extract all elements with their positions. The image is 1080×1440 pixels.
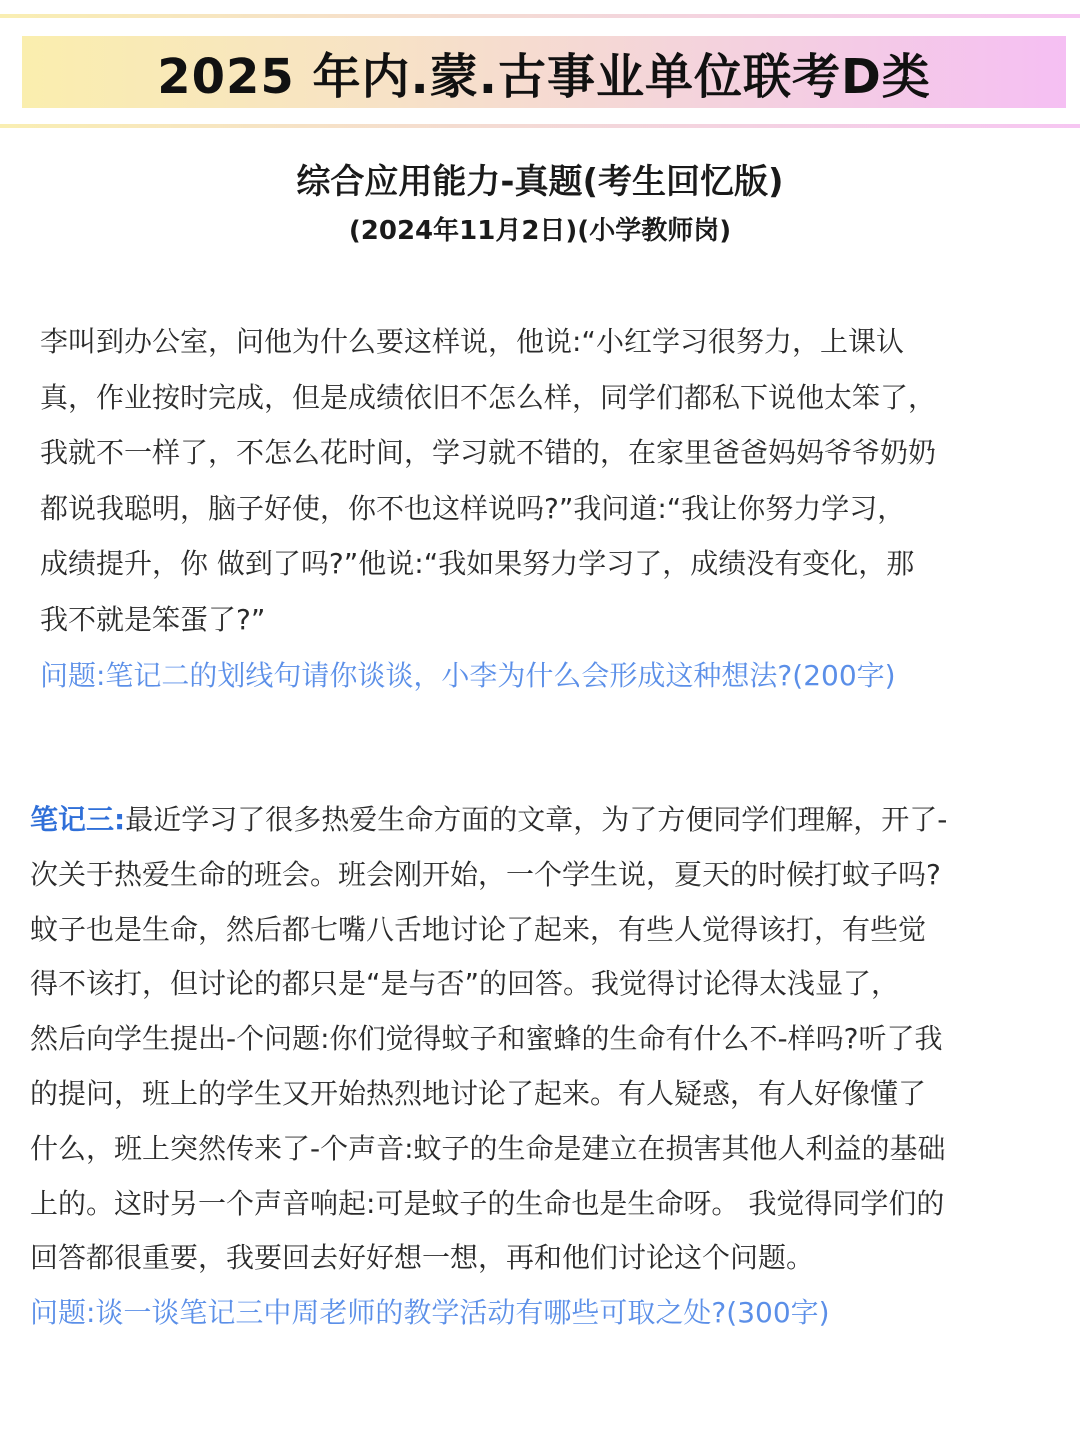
passage-line: 蚊子也是生命，然后都七嘴八舌地讨论了起来，有些人觉得该打，有些觉 bbox=[30, 912, 927, 946]
passage-line: 然后向学生提出-个问题:你们觉得蚊子和蜜蜂的生命有什么不-样吗?听了我 bbox=[30, 1022, 943, 1056]
exam-date-position: (2024年11月2日)(小学教师岗) bbox=[348, 216, 732, 246]
passage-line: 回答都很重要，我要回去好好想一想，再和他们讨论这个问题。 bbox=[30, 1241, 815, 1275]
exam-subtitle: 综合应用能力-真题(考生回忆版) bbox=[296, 162, 784, 202]
passage-line: 上的。这时另一个声音响起:可是蚊子的生命也是生命呀。 我觉得同学们的 bbox=[30, 1186, 945, 1220]
passage-line: 我不就是笨蛋了?” bbox=[40, 602, 266, 636]
passage-line: 次关于热爱生命的班会。班会刚开始，一个学生说，夏天的时候打蚊子吗? bbox=[30, 857, 941, 891]
passage-line: 得不该打，但讨论的都只是“是与否”的回答。我觉得讨论得太浅显了， bbox=[30, 967, 900, 1001]
note-two-passage bbox=[40, 314, 1050, 703]
passage-line: 成绩提升，你 做到了吗?”他说:“我如果努力学习了，成绩没有变化，那 bbox=[40, 547, 915, 581]
page-title: 2025 年内.蒙.古事业单位联考D类 bbox=[157, 48, 931, 105]
banner-top-rule bbox=[0, 14, 1080, 18]
passage-line: 李叫到办公室，问他为什么要这样说，他说:“小红学习很努力，上课认 bbox=[40, 325, 904, 358]
passage-line: 都说我聪明，脑子好使，你不也这样说吗?”我问道:“我让你努力学习， bbox=[40, 491, 906, 525]
passage-line: 的提问，班上的学生又开始热烈地讨论了起来。有人疑惑，有人好像懂了 bbox=[30, 1076, 927, 1110]
passage-line bbox=[30, 793, 1060, 848]
question-two: 问题:谈一谈笔记三中周老师的教学活动有哪些可取之处?(300字) bbox=[30, 1296, 830, 1330]
passage-line: 我就不一样了，不怎么花时间，学习就不错的，在家里爸爸妈妈爷爷奶奶 bbox=[40, 436, 937, 470]
title-banner bbox=[22, 36, 1066, 108]
passage-line-text: 最近学习了很多热爱生命方面的文章，为了方便同学们理解，开了- bbox=[125, 803, 948, 836]
note-three-label: 笔记三: bbox=[30, 803, 126, 836]
passage-line: 什么，班上突然传来了-个声音:蚊子的生命是建立在损害其他人利益的基础 bbox=[30, 1131, 946, 1165]
passage-line: 真，作业按时完成，但是成绩依旧不怎么样，同学们都私下说他太笨了， bbox=[40, 380, 937, 414]
banner-bottom-rule bbox=[0, 124, 1080, 128]
question-one: 问题:笔记二的划线句请你谈谈，小李为什么会形成这种想法?(200字) bbox=[40, 658, 896, 692]
note-three-passage bbox=[30, 793, 1060, 1341]
